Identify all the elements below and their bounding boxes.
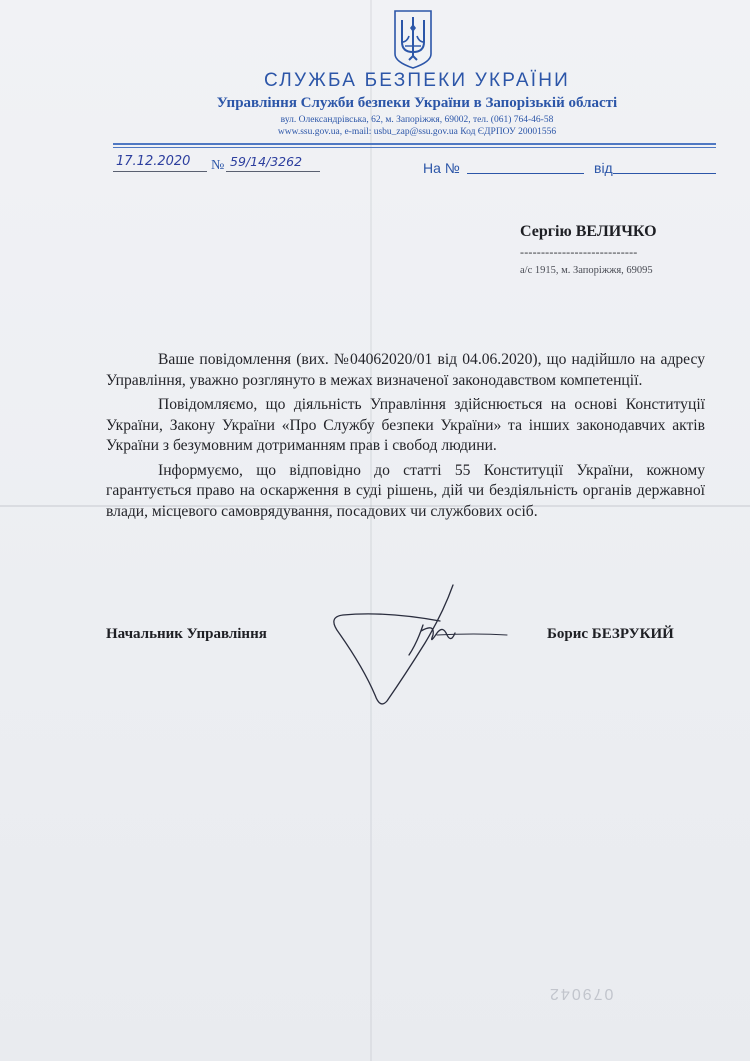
outgoing-number: 59/14/3262 [230, 154, 303, 169]
trident-emblem-icon [391, 8, 435, 70]
date-underline [113, 171, 207, 172]
reference-number-label: На № [423, 160, 460, 176]
department-title: Управління Служби безпеки України в Запорізькій області [216, 95, 618, 111]
reference-date-line [613, 173, 716, 174]
number-underline [226, 171, 320, 172]
recipient-separator: ---------------------------- [520, 245, 638, 259]
number-label: № [211, 158, 225, 173]
body-paragraph-3: Інформуємо, що відповідно до статті 55 Конституції України, кожному гарантується право на оскарження в суді рішень, дій чи бездіяльність органів державної влади, місцевого самоврядування, посадових чи службових осіб. [106, 461, 705, 520]
document-serial-stamp: 079042 [548, 985, 614, 1002]
reference-number-line [467, 173, 584, 174]
body-paragraph-1: Ваше повідомлення (вих. №04062020/01 від 04.06.2020), що надійшло на адресу Управління, уважно розглянуто в межах визначеної законодавством компетенції. [106, 351, 705, 389]
header-rule-thick [113, 143, 716, 145]
header-rule-thin [113, 147, 716, 148]
signatory-role: Начальник Управління [106, 626, 267, 642]
handwritten-signature-icon [325, 583, 520, 713]
recipient-name: Сергію ВЕЛИЧКО [520, 223, 657, 240]
reference-date-label: від [594, 160, 613, 176]
outgoing-date: 17.12.2020 [116, 154, 191, 169]
recipient-address: а/с 1915, м. Запоріжжя, 69095 [520, 265, 653, 276]
body-paragraph-2: Повідомляємо, що діяльність Управління здійснюється на основі Конституції України, Закону України «Про Службу безпеки України» та інших законодавчих актів України з безумовним дотриманням прав і свобод людини. [106, 396, 705, 454]
org-address: вул. Олександрівська, 62, м. Запоріжжя, 69002, тел. (061) 764-46-58 [280, 115, 554, 125]
org-contacts: www.ssu.gov.ua, e-mail: usbu_zap@ssu.gov.ua Код ЄДРПОУ 20001556 [277, 127, 557, 137]
signatory-name: Борис БЕЗРУКИЙ [547, 626, 674, 642]
letter-body [106, 350, 705, 526]
org-title: СЛУЖБА БЕЗПЕКИ УКРАЇНИ [264, 70, 570, 91]
paper-fold-vertical [370, 0, 372, 1061]
